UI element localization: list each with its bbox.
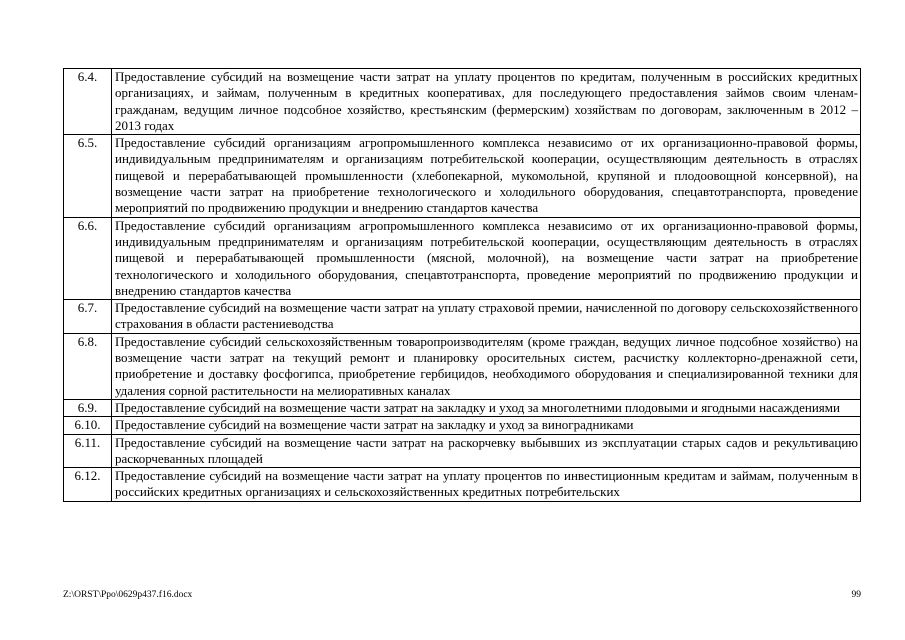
- document-table: [63, 68, 861, 502]
- row-number: 6.10.: [64, 417, 112, 434]
- row-text: Предоставление субсидий на возмещение части затрат на уплату процентов по инвестиционным кредитам и займам, полученным в российских кредитных организациях и сельскохозяйственных кредитных потребительских: [112, 468, 861, 502]
- row-text: Предоставление субсидий сельскохозяйственным товаропроизводителям (кроме граждан, ведущих личное подсобное хозяйство) на возмещение части затрат на текущий ремонт и планировку оросительных систем, расчистку коллекторно-дренажной сети, приобретение и доставку фосфогипса, приобретение гербицидов, необходимого оборудования и специализированной техники для удаления сорной растительности на мелиоративных каналах: [112, 333, 861, 399]
- table-row: [64, 69, 861, 135]
- row-number: 6.11.: [64, 434, 112, 468]
- row-number: 6.5.: [64, 135, 112, 217]
- footer-page-number: 99: [851, 590, 861, 600]
- table-row: [64, 217, 861, 299]
- row-text: Предоставление субсидий организациям агропромышленного комплекса независимо от их организационно-правовой формы, индивидуальным предпринимателям и организациям потребительской кооперации, осуществляющим деятельность в отраслях пищевой и перерабатывающей промышленности (мясной, молочной), на возмещение части затрат на приобретение технологического и холодильного оборудования, спецавтотранспорта, проведение мероприятий по продвижению продукции и внедрению стандартов качества: [112, 217, 861, 299]
- row-number: 6.4.: [64, 69, 112, 135]
- table-row: [64, 417, 861, 434]
- row-number: 6.7.: [64, 300, 112, 334]
- row-text: Предоставление субсидий на возмещение части затрат на закладку и уход за виноградниками: [112, 417, 861, 434]
- row-text: Предоставление субсидий на возмещение части затрат на уплату страховой премии, начисленной по договору сельскохозяйственного страхования в области растениеводства: [112, 300, 861, 334]
- table-row: [64, 468, 861, 502]
- table-row: [64, 434, 861, 468]
- row-text: Предоставление субсидий на возмещение части затрат на закладку и уход за многолетними плодовыми и ягодными насаждениями: [112, 399, 861, 416]
- table-row: [64, 300, 861, 334]
- table-row: [64, 399, 861, 416]
- table-row: [64, 333, 861, 399]
- table-row: [64, 135, 861, 217]
- footer-file-path: Z:\ORST\Ppo\0629p437.f16.docx: [63, 590, 193, 600]
- row-number: 6.9.: [64, 399, 112, 416]
- row-number: 6.8.: [64, 333, 112, 399]
- row-number: 6.12.: [64, 468, 112, 502]
- row-number: 6.6.: [64, 217, 112, 299]
- row-text: Предоставление субсидий организациям агропромышленного комплекса независимо от их организационно-правовой формы, индивидуальным предпринимателям и организациям потребительской кооперации, осуществляющим деятельность в отраслях пищевой и перерабатывающей промышленности (хлебопекарной, мукомольной, крупяной и плодоовощной консервной), на возмещение части затрат на приобретение технологического и холодильного оборудования, спецавтотранспорта, проведение мероприятий по продвижению продукции и внедрению стандартов качества: [112, 135, 861, 217]
- row-text: Предоставление субсидий на возмещение части затрат на раскорчевку выбывших из эксплуатации старых садов и рекультивацию раскорчеванных площадей: [112, 434, 861, 468]
- row-text: Предоставление субсидий на возмещение части затрат на уплату процентов по кредитам, полученным в российских кредитных организациях, и займам, полученным в кредитных кооперативах, для последующего предоставления займов своим членам-гражданам, ведущим личное подсобное хозяйство, крестьянским (фермерским) хозяйствам по договорам, заключенным в 2012 – 2013 годах: [112, 69, 861, 135]
